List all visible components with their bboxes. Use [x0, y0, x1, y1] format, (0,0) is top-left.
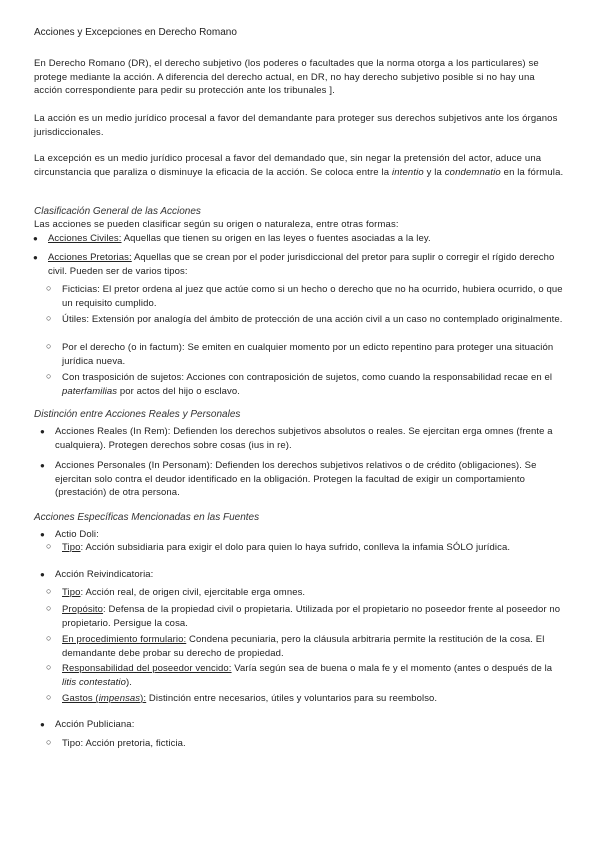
bullet-icon: ●	[40, 570, 45, 579]
in-factum-text: Por el derecho (o in factum): Se emiten en cualquier momento por un edicto repentino para proteger una situación jurídica nueva.	[62, 342, 554, 367]
bullet-icon: ●	[33, 253, 38, 262]
list-item-publiciana	[40, 718, 558, 732]
reiv-proposito-label: Propósito	[62, 604, 104, 615]
reiv-responsabilidad-text-b: ).	[126, 676, 133, 688]
circle-bullet-icon: ○	[46, 541, 52, 551]
list-item-personales	[40, 459, 558, 500]
circle-bullet-icon: ○	[46, 633, 52, 643]
circle-bullet-icon: ○	[46, 737, 52, 747]
intro-paragraph-1: En Derecho Romano (DR), el derecho subjetivo (los poderes o facultades que la norma otorga a los particulares) se protege mediante la acción. A diferencia del derecho actual, en DR, no hay derecho subjetivo posible si no hay una acción correspondiente para pedir su protección ante los tribunales ].	[34, 58, 539, 97]
circle-bullet-icon: ○	[46, 692, 52, 702]
doli-tipo-label: Tipo	[62, 542, 81, 553]
list-item-civiles	[33, 232, 558, 246]
circle-bullet-icon: ○	[46, 341, 52, 351]
bullet-icon: ●	[33, 234, 38, 243]
actio-doli-label: Actio Doli:	[55, 529, 99, 540]
sub-item-reiv-proposito	[46, 603, 564, 630]
bullet-icon: ●	[40, 530, 45, 539]
ficticias-text: Ficticias: El pretor ordena al juez que actúe como si un hecho o derecho que no ha ocurrido, hubiera ocurrido, o que un requisito cumplido.	[62, 284, 563, 309]
sub-item-publ-tipo	[46, 737, 564, 751]
intro-paragraph-2: La acción es un medio jurídico procesal a favor del demandante para proteger sus derechos subjetivos ante los órganos jurisdiccionales.	[34, 113, 558, 138]
sec1-lead: Las acciones se pueden clasificar según su origen o naturaleza, entre otras formas:	[34, 219, 399, 230]
sub-item-trasposicion	[46, 371, 564, 398]
reiv-tipo-text: : Acción real, de origen civil, ejercitable erga omnes.	[80, 587, 306, 598]
trasposicion-text-a: Con trasposición de sujetos: Acciones con contraposición de sujetos, como cuando la responsabilidad recae en el	[62, 372, 553, 383]
circle-bullet-icon: ○	[46, 371, 52, 381]
circle-bullet-icon: ○	[46, 283, 52, 293]
sub-item-reiv-gastos	[46, 692, 564, 706]
reiv-responsabilidad-label: Responsabilidad del poseedor vencido:	[62, 663, 232, 674]
trasposicion-text-b: por actos del hijo o esclavo.	[117, 385, 241, 397]
circle-bullet-icon: ○	[46, 586, 52, 596]
list-item-actio-doli	[40, 528, 558, 542]
reiv-gastos-label	[62, 693, 146, 704]
sub-item-utiles	[46, 313, 564, 327]
publiciana-label: Acción Publiciana:	[55, 719, 135, 730]
litis-contestatio-term: litis contestatio	[62, 676, 127, 688]
sub-item-doli-tipo	[46, 541, 564, 555]
list-item-reales	[40, 425, 558, 452]
reiv-responsabilidad-text-a: Varía según sea de buena o mala fe y el momento (antes o después de la	[231, 663, 553, 674]
gastos-label-b: ):	[140, 693, 147, 704]
paterfamilias-term: paterfamilias	[62, 385, 118, 397]
personales-text: Acciones Personales (In Personam): Defienden los derechos subjetivos relativos o de crédito (obligaciones). Se ejercitan solo contra el deudor identificado en la obligación. Protegen la facultad de exigir un comportamiento (prestación) de otra persona.	[55, 460, 537, 499]
p3-text-b: y la	[423, 166, 445, 178]
p3-text-a: La excepción es un medio jurídico procesal a favor del demandado que, sin negar la pretensión del actor, aduce una circunstancia que paraliza o disminuye la eficacia de la acción. Se coloca entre la	[34, 153, 542, 178]
civiles-label: Acciones Civiles:	[48, 233, 122, 244]
bullet-icon: ●	[40, 720, 45, 729]
reiv-formulario-text: Condena pecuniaria, pero la cláusula arbitraria permite la restitución de la cosa. El demandante debe probar su derecho de propiedad.	[62, 634, 545, 659]
doli-tipo-text: : Acción subsidiaria para exigir el dolo para quien lo haya sufrido, conlleva la infamia SÓLO jurídica.	[80, 542, 511, 553]
intro-paragraph-3	[34, 152, 564, 179]
reiv-formulario-label: En procedimiento formulario:	[62, 634, 187, 645]
p3-intentio: intentio	[391, 166, 424, 178]
section-heading-especificas: Acciones Específicas Mencionadas en las Fuentes	[34, 512, 260, 523]
reiv-gastos-text: Distinción entre necesarios, útiles y voluntarios para su reembolso.	[146, 693, 438, 704]
sub-item-reiv-formulario	[46, 633, 564, 660]
section-heading-clasificacion: Clasificación General de las Acciones	[34, 206, 201, 217]
reiv-tipo-label: Tipo	[62, 587, 81, 598]
circle-bullet-icon: ○	[46, 662, 52, 672]
list-item-reivindicatoria	[40, 568, 558, 582]
pretorias-label: Acciones Pretorias:	[48, 252, 132, 263]
reiv-proposito-text: : Defensa de la propiedad civil o propietaria. Utilizada por el propietario no poseedor frente al poseedor no propietario. Persigue la cosa.	[62, 604, 561, 629]
gastos-label-a: Gastos (	[62, 693, 99, 704]
bullet-icon: ●	[40, 427, 45, 436]
p3-condemnatio: condemnatio	[444, 166, 501, 178]
circle-bullet-icon: ○	[46, 603, 52, 613]
list-item-pretorias	[33, 251, 558, 278]
pretorias-text: Aquellas que se crean por el poder jurisdiccional del pretor para suplir o corregir el rígido derecho civil. Pueden ser de varios tipos:	[48, 252, 555, 277]
reales-text: Acciones Reales (In Rem): Defienden los derechos subjetivos absolutos o reales. Se ejercitan erga omnes (frente a cualquiera). Protegen derechos sobre cosas (ius in re).	[55, 426, 553, 451]
p3-text-c: en la fórmula.	[500, 166, 564, 178]
reivindicatoria-label: Acción Reivindicatoria:	[55, 569, 154, 580]
sub-item-in-factum	[46, 341, 564, 368]
circle-bullet-icon: ○	[46, 313, 52, 323]
sub-item-ficticias	[46, 283, 564, 310]
utiles-text: Útiles: Extensión por analogía del ámbito de protección de una acción civil a un caso no contemplado originalmente.	[62, 314, 563, 325]
impensas-term: impensas	[98, 693, 141, 704]
document-title: Acciones y Excepciones en Derecho Romano	[34, 27, 237, 38]
civiles-text: Aquellas que tienen su origen en las leyes o fuentes asociadas a la ley.	[121, 233, 431, 244]
section-heading-distincion: Distinción entre Acciones Reales y Personales	[34, 409, 241, 420]
sub-item-reiv-responsabilidad	[46, 662, 564, 689]
bullet-icon: ●	[40, 461, 45, 470]
publ-tipo-text: Tipo: Acción pretoria, ficticia.	[62, 738, 186, 749]
sub-item-reiv-tipo	[46, 586, 564, 600]
